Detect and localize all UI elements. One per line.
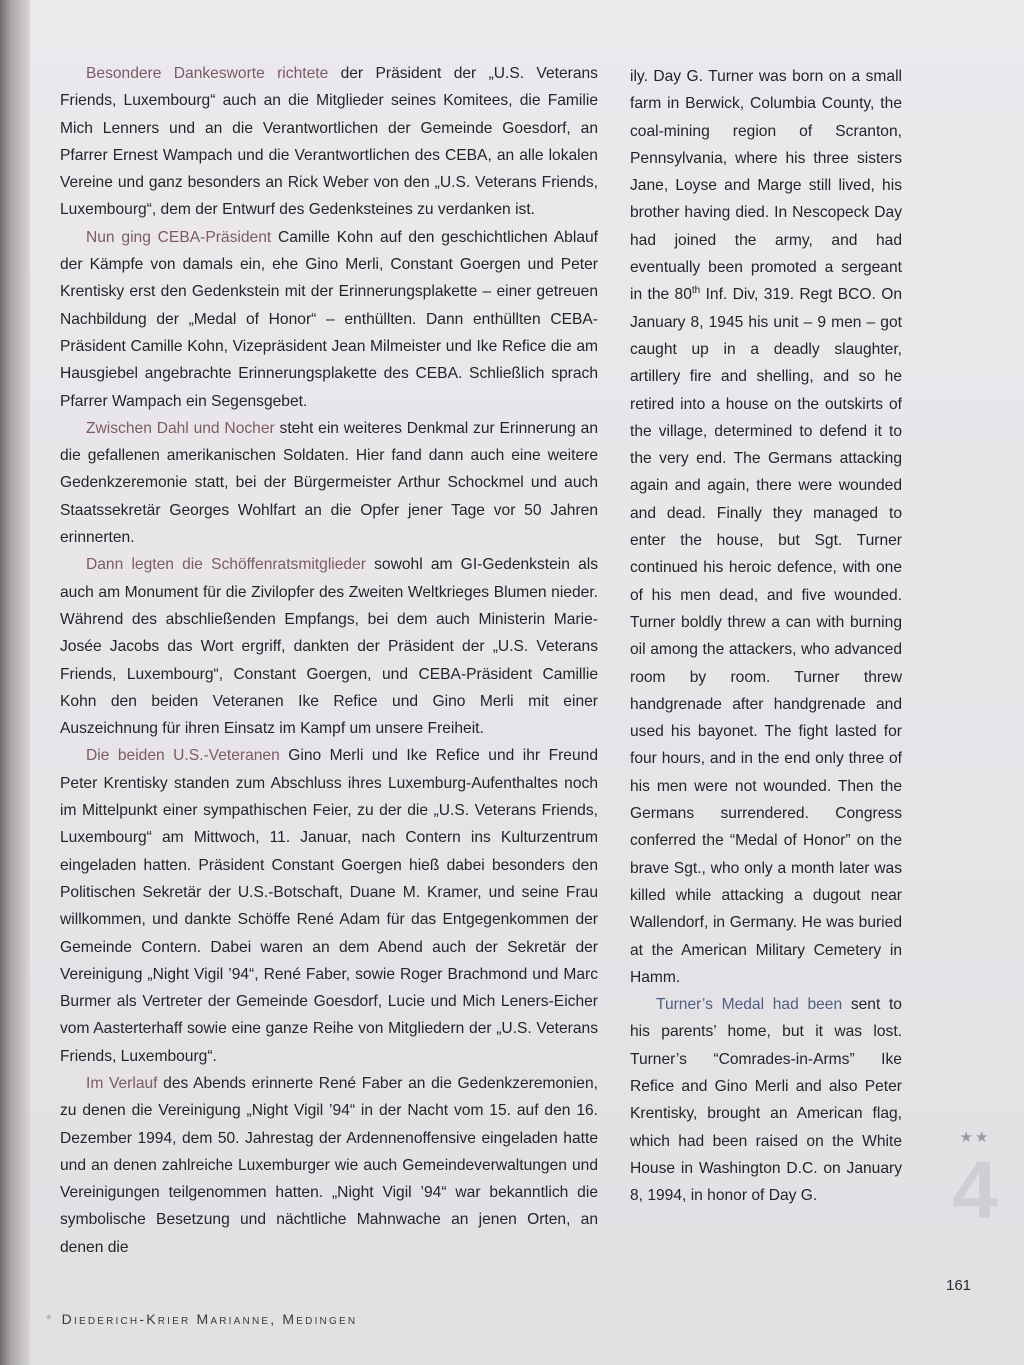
paragraph-schoeffenrat: [60, 551, 598, 742]
paragraph-text: ily. Day G. Turner was born on a small farm in Berwick, Columbia County, the coal-mining region of Scranton, Pennsylvania, where his three sisters Jane, Loyse and Marge still lived, his brother having died. In Nescopeck Day had joined the army, and had eventually been promoted a sergeant in the 80: [630, 68, 902, 304]
footer-credit: [46, 1311, 357, 1327]
paragraph-text: sent to his parents’ home, but it was lost. Turner’s “Comrades-in-Arms” Ike Refice and Gino Merli and also Peter Krentisky, brought an American flag, which had been raised on the White House in Washington D.C. on January 8, 1994, in honor of Day G.: [630, 996, 902, 1205]
asterisk-icon: *: [46, 1311, 54, 1327]
lead-in-text: Turner’s Medal had been: [656, 996, 843, 1014]
paragraph-text: sowohl am GI-Gedenkstein als auch am Monument für die Zivilopfer des Zweiten Weltkrieges Blumen nieder. Während des abschließenden Empfangs, bei dem auch Ministerin Marie-Josée Jacobs das Wort ergriff, dankten der Präsident der „U.S. Veterans Friends, Luxembourg“, Constant Goergen, und CEBA-Präsident Camillie Kohn den beiden Veteranen Ike Refice und Gino Merli mit einer Auszeichnung für ihren Einsatz im Kampf um unsere Freiheit.: [60, 556, 599, 738]
superscript-ordinal: th: [691, 285, 701, 297]
paragraph-veteranen: [60, 742, 598, 1070]
chapter-number: 4: [952, 1145, 998, 1236]
paragraph-text: Camille Kohn auf den geschichtlichen Ablauf der Kämpfe von damals ein, ehe Gino Merli, Constant Goergen und Peter Krentisky erst den Gedenkstein mit der Erinnerungsplakette – einer getreuen Nachbildung der „Medal of Honor“ – enthüllten. Dann enthüllten CEBA-Präsident Camille Kohn, Vizepräsident Jean Milmeister und Ike Refice die am Hausgiebel angebrachte Erinnerungsplakette des CEBA. Schließlich sprach Pfarrer Wampach ein Segensgebet.: [60, 228, 598, 410]
footer-author: Diederich-Krier Marianne, Medingen: [61, 1311, 358, 1327]
book-gutter-shadow: [0, 0, 30, 1365]
paragraph-dahl-nocher: [60, 415, 598, 551]
lead-in-text: Nun ging CEBA-Präsident: [86, 228, 272, 246]
star-icon: ★★: [959, 1129, 991, 1146]
paragraph-text: Gino Merli und Ike Refice und ihr Freund Peter Krentisky standen zum Abschluss ihres Luxemburg-Aufenthaltes noch im Mittelpunkt einer sympathischen Feier, zu der die „U.S. Veterans Friends, Luxembourg“ am Mittwoch, 11. Januar, nach Contern ins Kulturzentrum eingeladen hatten. Präsident Constant Goergen hieß dabei besonders den Politischen Sekretär der U.S.-Botschaft, Duane M. Kramer, und seine Frau willkommen, und dankte Schöffe René Adam für das Entgegenkommen der Gemeinde Contern. Dabei waren an dem Abend auch der Sekretär der Vereinigung „Night Vigil ’94“, René Faber, sowie Roger Brachmond und Marc Burmer als Vertreter der Gemeinde Goesdorf, Lucie und Mich Leners-Eicher vom Aasterterhaff sowie eine ganze Reihe von Mitgliedern der „U.S. Veterans Friends, Luxembourg“.: [60, 747, 598, 1065]
chapter-marker: [950, 1130, 1000, 1236]
lead-in-text: Besondere Dankesworte richtete: [86, 65, 329, 82]
paragraph-text: der Präsident der „U.S. Veterans Friends, Luxembourg“ auch an die Mitglieder seines Komitees, die Familie Mich Lenners und an die Verantwortlichen der Gemeinde Goesdorf, an Pfarrer Ernest Wampach und die Verantwortlichen des CEBA, an alle lokalen Vereine und ganz besonders an Rick Weber von den „U.S. Veterans Friends, Luxembourg“, dem der Entwurf des Gedenksteines zu verdanken ist.: [60, 65, 598, 219]
paragraph-verlauf: [60, 1070, 598, 1261]
paragraph-ceba: [60, 224, 598, 415]
lead-in-text: Zwischen Dahl und Nocher: [86, 419, 275, 437]
paragraph-text: steht ein weiteres Denkmal zur Erinnerung an die gefallenen amerikanischen Soldaten. Hier fand dann auch eine weitere Gedenkzeremonie statt, bei der Bürgermeister Arthur Schockmel und auch Staatssekretär Georges Wohlfart an die Opfer jener Tage vor 50 Jahren erinnerten.: [60, 419, 598, 547]
page-number: 161: [946, 1277, 972, 1294]
paragraph-dankesworte: [60, 60, 598, 224]
lead-in-text: Im Verlauf: [86, 1074, 158, 1092]
lead-in-text: Die beiden U.S.-Veteranen: [86, 747, 280, 765]
left-text-column: [60, 60, 598, 1261]
paragraph-text: Inf. Div, 319. Regt BCO. On January 8, 1945 his unit – 9 men – got caught up in a deadly slaughter, artillery fire and shelling, and so he retired into a house on the outskirts of the village, determined to defend it to the very end. The Germans attacking again and again, there were wounded and dead. Finally they managed to enter the house, but Sgt. Turner continued his heroic defence, with one of his men dead, and five wounded. Turner boldly threw a can with burning oil among the attackers, who advanced room by room. Turner threw handgrenade after handgrenade and used his bayonet. The fight lasted for four hours, and in the end only three of his men were not wounded. Then the Germans surrendered. Congress conferred the “Medal of Honor” on the brave Sgt., who only a month later was killed while attacking a dugout near Wallendorf, in Germany. He was buried at the American Military Cemetery in Hamm.: [630, 286, 902, 986]
paragraph-turners-medal: [630, 991, 902, 1209]
paragraph-text: des Abends erinnerte René Faber an die Gedenkzeremonien, zu denen die Vereinigung „Night Vigil ’94“ in der Nacht vom 15. auf den 16. Dezember 1994, dem 50. Jahrestag der Ardennenoffensive eingeladen hatte und an denen zahlreiche Luxemburger wie auch Gemeindeverwaltungen und Vereinigungen teilgenommen hatten. „Night Vigil ’94“ war bekanntlich die symbolische Besetzung und nächtliche Mahnwache an jenen Orten, an denen die: [60, 1074, 598, 1256]
lead-in-text: Dann legten die Schöffenratsmitglieder: [86, 556, 366, 574]
right-text-column: [630, 63, 902, 1209]
paragraph-day-turner: [630, 63, 902, 991]
